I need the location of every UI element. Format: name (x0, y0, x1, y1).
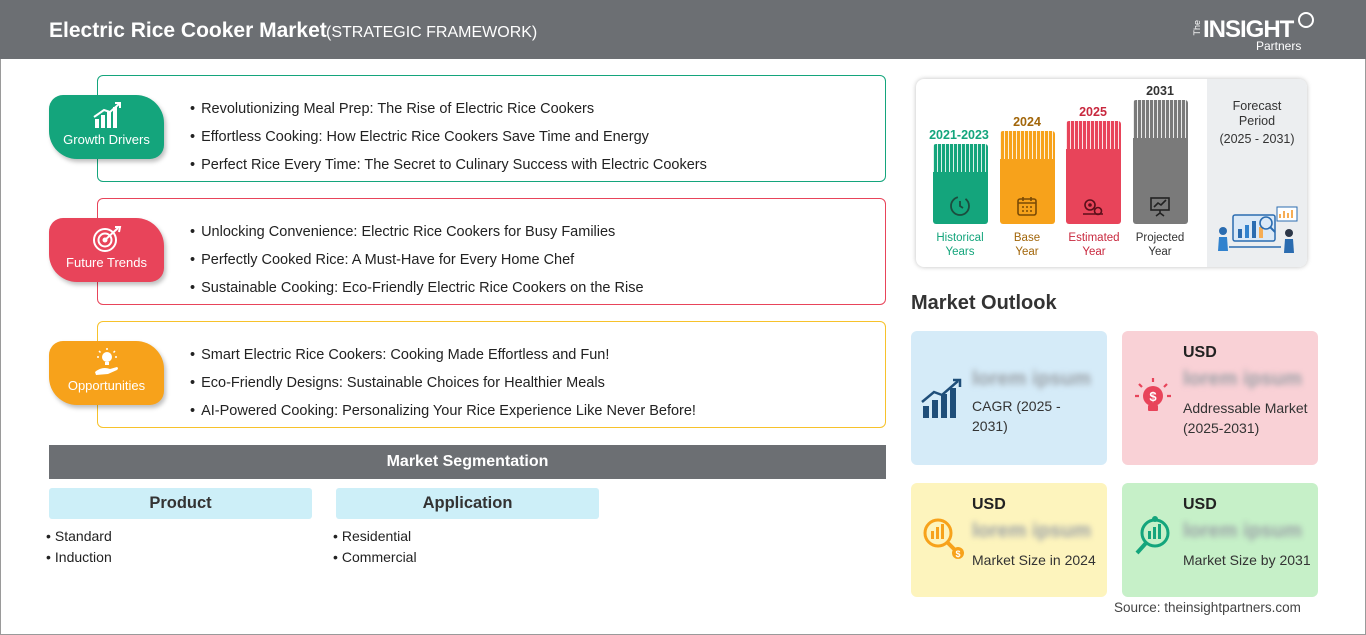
timeline-year: 2024 (1013, 115, 1041, 129)
presentation-icon (1148, 194, 1172, 218)
timeline-year: 2025 (1079, 105, 1107, 119)
timeline-year: 2031 (1146, 84, 1174, 98)
forecast-period-text (1207, 99, 1307, 147)
list-item: • Perfect Rice Every Time: The Secret to Culinary Success with Electric Cookers (190, 151, 707, 179)
list-item: • Standard (46, 526, 312, 547)
caption-line: Projected (1135, 232, 1185, 244)
forecast-range: (2025 - 2031) (1219, 132, 1295, 146)
market-segmentation-header: Market Segmentation (49, 445, 886, 479)
segment-list (46, 526, 312, 568)
source-credit: Source: theinsightpartners.com (1114, 600, 1301, 615)
card-description: Market Size by 2031 (1183, 552, 1311, 568)
caption-line: Year (1082, 246, 1106, 258)
page-title: Electric Rice Cooker Market (49, 19, 327, 42)
segment-list (333, 526, 599, 568)
lightbulb-hand-icon (90, 348, 124, 376)
page-subtitle: (STRATEGIC FRAMEWORK) (326, 24, 538, 41)
timeline-caption (922, 231, 998, 259)
lightbulb-dollar-icon (1131, 376, 1175, 420)
segment-heading: Application (336, 488, 599, 519)
forecast-label: Period (1238, 114, 1276, 128)
list-item: • Perfectly Cooked Rice: A Must-Have for Every Home Chef (190, 246, 644, 274)
currency-label: USD (1183, 496, 1217, 513)
timeline-bar-estimated (1066, 121, 1121, 224)
timeline-bar-projected (1133, 100, 1188, 224)
card-description: Market Size in 2024 (972, 552, 1096, 568)
future-trends-list (190, 218, 644, 302)
list-item: • Commercial (333, 547, 599, 568)
growth-drivers-box (97, 75, 886, 182)
gears-icon (1081, 194, 1105, 218)
forecast-label: Forecast (1232, 99, 1282, 113)
magnifier-chart-icon (920, 515, 966, 561)
growth-drivers-label: Growth Drivers (63, 132, 150, 147)
forecast-period-panel (1207, 79, 1307, 267)
growth-chart-icon (920, 378, 964, 420)
list-item: • Revolutionizing Meal Prep: The Rise of Electric Rice Cookers (190, 95, 707, 123)
svg-text:$: $ (955, 549, 961, 559)
blurred-value: lorem ipsum (972, 520, 1091, 542)
caption-line: Historical (936, 232, 984, 244)
blurred-value: lorem ipsum (972, 368, 1091, 390)
timeline-year: 2021-2023 (929, 128, 989, 142)
future-trends-label: Future Trends (66, 255, 147, 270)
outlook-card-cagr (911, 331, 1107, 465)
card-description: CAGR (2025 - 2031) (972, 398, 1061, 434)
timeline-caption (989, 231, 1065, 259)
calendar-icon (1015, 194, 1039, 218)
magnifier-growth-icon (1131, 515, 1177, 561)
insight-partners-logo[interactable] (1192, 12, 1322, 54)
growth-drivers-list (190, 95, 707, 179)
logo-insight: INSIGHT (1203, 16, 1294, 43)
segment-application (336, 488, 599, 568)
caption-line: Estimated (1068, 232, 1120, 244)
list-item: • AI-Powered Cooking: Personalizing Your Rice Experience Like Never Before! (190, 397, 696, 425)
card-description: Addressable Market (2025-2031) (1183, 400, 1308, 436)
list-item: • Residential (333, 526, 599, 547)
opportunities-label: Opportunities (67, 378, 146, 393)
logo-partners: Partners (1256, 39, 1302, 53)
target-icon (90, 225, 124, 253)
header-bar (0, 0, 1366, 59)
list-item: • Sustainable Cooking: Eco-Friendly Electric Rice Cookers on the Rise (190, 274, 644, 302)
growth-chart-icon (90, 102, 124, 130)
outlook-card-size-2024 (911, 483, 1107, 597)
blurred-value: lorem ipsum (1183, 368, 1302, 390)
growth-drivers-badge (49, 95, 164, 159)
caption-line: Year (1148, 246, 1172, 258)
future-trends-badge (49, 218, 164, 282)
logo-the: The (1192, 20, 1202, 36)
segment-heading: Product (49, 488, 312, 519)
future-trends-box (97, 198, 886, 305)
opportunities-box (97, 321, 886, 428)
timeline-caption (1122, 231, 1198, 259)
currency-label: USD (1183, 344, 1217, 361)
currency-label: USD (972, 496, 1006, 513)
list-item: • Induction (46, 547, 312, 568)
svg-text:$: $ (1149, 389, 1157, 404)
opportunities-list (190, 341, 696, 425)
analytics-people-icon (1211, 201, 1303, 257)
blurred-value: lorem ipsum (1183, 520, 1302, 542)
timeline-caption (1056, 231, 1132, 259)
list-item: • Effortless Cooking: How Electric Rice Cookers Save Time and Energy (190, 123, 707, 151)
timeline-panel (916, 79, 1307, 267)
opportunities-badge (49, 341, 164, 405)
list-item: • Unlocking Convenience: Electric Rice Cookers for Busy Families (190, 218, 644, 246)
caption-line: Base (1013, 232, 1041, 244)
logo-ring-icon (1298, 12, 1314, 28)
history-icon (948, 194, 972, 218)
timeline-bar-base (1000, 131, 1055, 224)
outlook-card-addressable (1122, 331, 1318, 465)
outlook-card-size-2031 (1122, 483, 1318, 597)
segment-product (49, 488, 312, 568)
list-item: • Eco-Friendly Designs: Sustainable Choices for Healthier Meals (190, 369, 696, 397)
list-item: • Smart Electric Rice Cookers: Cooking Made Effortless and Fun! (190, 341, 696, 369)
timeline-bar-historical (933, 144, 988, 224)
caption-line: Year (1015, 246, 1039, 258)
caption-line: Years (945, 246, 975, 258)
market-outlook-title: Market Outlook (911, 292, 1057, 314)
